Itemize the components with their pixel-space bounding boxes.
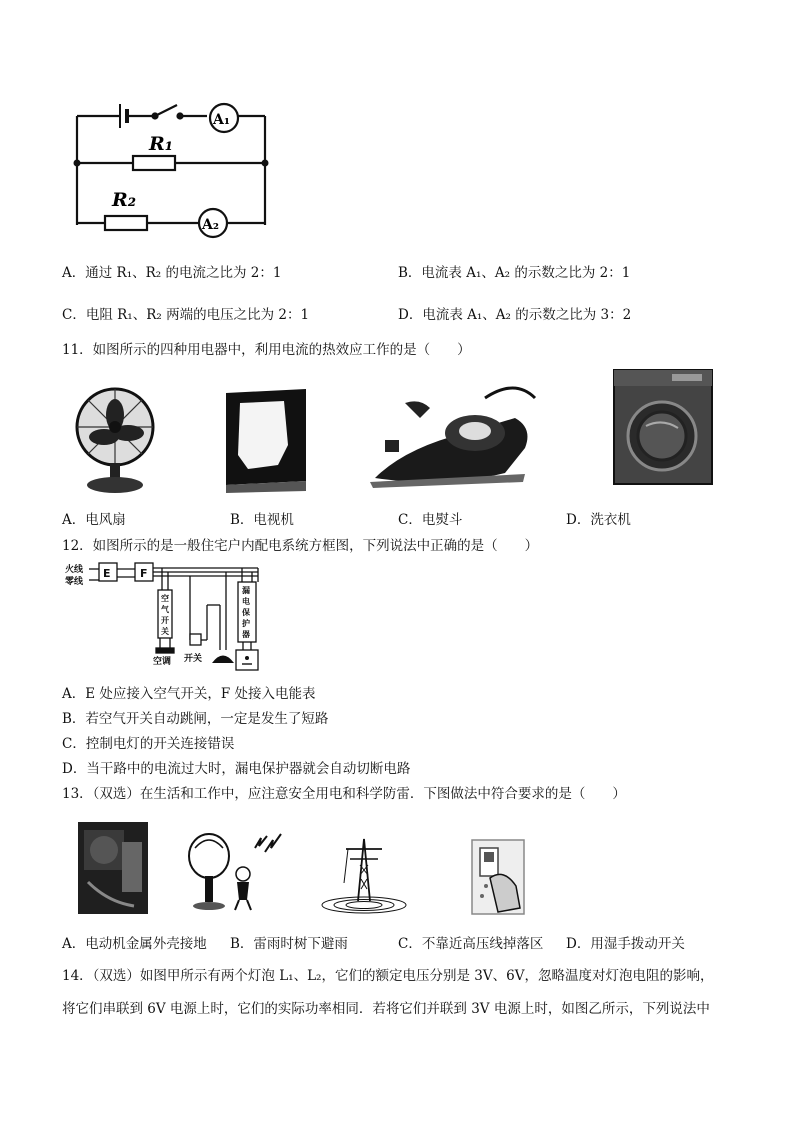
q12-option-a: A．E 处应接入空气开关，F 处接入电能表	[62, 686, 316, 702]
television-image	[218, 385, 313, 495]
q12-option-c: C．控制电灯的开关连接错误	[62, 736, 235, 752]
q10-option-c: C．电阻 R₁、R₂ 两端的电压之比为 2：1	[62, 307, 310, 323]
q10-circuit-diagram	[60, 90, 280, 240]
leak-protector-char-3: 保	[242, 608, 250, 617]
air-switch-char-1: 空	[161, 594, 169, 603]
a1-label: A₁	[213, 112, 230, 128]
high-voltage-tower-image	[316, 835, 410, 915]
q13-option-c: C．不靠近高压线掉落区	[398, 936, 544, 952]
r2-label: R₂	[112, 189, 137, 211]
air-switch-char-3: 开	[161, 616, 169, 625]
q13-stem: 13．（双选）在生活和工作中，应注意安全用电和科学防雷．下图做法中符合要求的是（ ）	[62, 786, 626, 802]
leak-protector-char-4: 护	[242, 619, 250, 628]
box-f-label: F	[140, 567, 148, 580]
neutral-wire-label: 零线	[65, 577, 84, 587]
tree-thunderstorm-image	[185, 828, 295, 912]
q13-option-a: A．电动机金属外壳接地	[62, 936, 207, 952]
q14-line-1: 14．（双选）如图甲所示有两个灯泡 L₁、L₂，它们的额定电压分别是 3V、6V，忽略温度对灯泡电阻的影响，	[62, 968, 714, 984]
q11-option-c: C．电熨斗	[398, 512, 463, 528]
q11-option-d: D．洗衣机	[566, 512, 631, 528]
washing-machine-image	[612, 368, 714, 486]
q14-line-2: 将它们串联到 6V 电源上时，它们的实际功率相同．若将它们并联到 3V 电源上时，如图乙所示，下列说法中	[62, 1001, 710, 1017]
ac-label: 空调	[153, 657, 172, 667]
q12-option-b: B．若空气开关自动跳闸，一定是发生了短路	[62, 711, 329, 727]
q12-stem: 12．如图所示的是一般住宅户内配电系统方框图，下列说法中正确的是（ ）	[62, 538, 539, 554]
electric-fan-image	[70, 385, 160, 495]
r1-label: R₁	[149, 133, 174, 155]
air-switch-char-4: 关	[161, 627, 169, 636]
q11-option-b: B．电视机	[230, 512, 294, 528]
leak-protector-char-1: 漏	[242, 586, 250, 595]
q11-stem: 11．如图所示的四种用电器中，利用电流的热效应工作的是（ ）	[62, 342, 471, 358]
air-switch-char-2: 气	[161, 605, 169, 614]
q10-option-a: A．通过 R₁、R₂ 的电流之比为 2：1	[62, 265, 282, 281]
a2-label: A₂	[202, 217, 219, 233]
q13-option-d: D．用湿手拨动开关	[566, 936, 685, 952]
q12-distribution-diagram	[62, 560, 282, 680]
motor-grounding-photo	[78, 822, 148, 914]
switch-label: 开关	[184, 654, 203, 664]
box-e-label: E	[103, 567, 111, 580]
electric-iron-image	[365, 378, 540, 498]
q11-option-a: A．电风扇	[62, 512, 126, 528]
wet-hand-switch-image	[470, 838, 526, 916]
live-wire-label: 火线	[65, 565, 84, 575]
q13-option-b: B．雷雨时树下避雨	[230, 936, 348, 952]
circuit-svg	[60, 90, 280, 240]
q10-option-b: B．电流表 A₁、A₂ 的示数之比为 2：1	[398, 265, 631, 281]
q12-option-d: D．当干路中的电流过大时，漏电保护器就会自动切断电路	[62, 761, 411, 777]
leak-protector-char-2: 电	[242, 597, 250, 606]
q10-option-d: D．电流表 A₁、A₂ 的示数之比为 3：2	[398, 307, 632, 323]
leak-protector-char-5: 器	[242, 630, 250, 639]
